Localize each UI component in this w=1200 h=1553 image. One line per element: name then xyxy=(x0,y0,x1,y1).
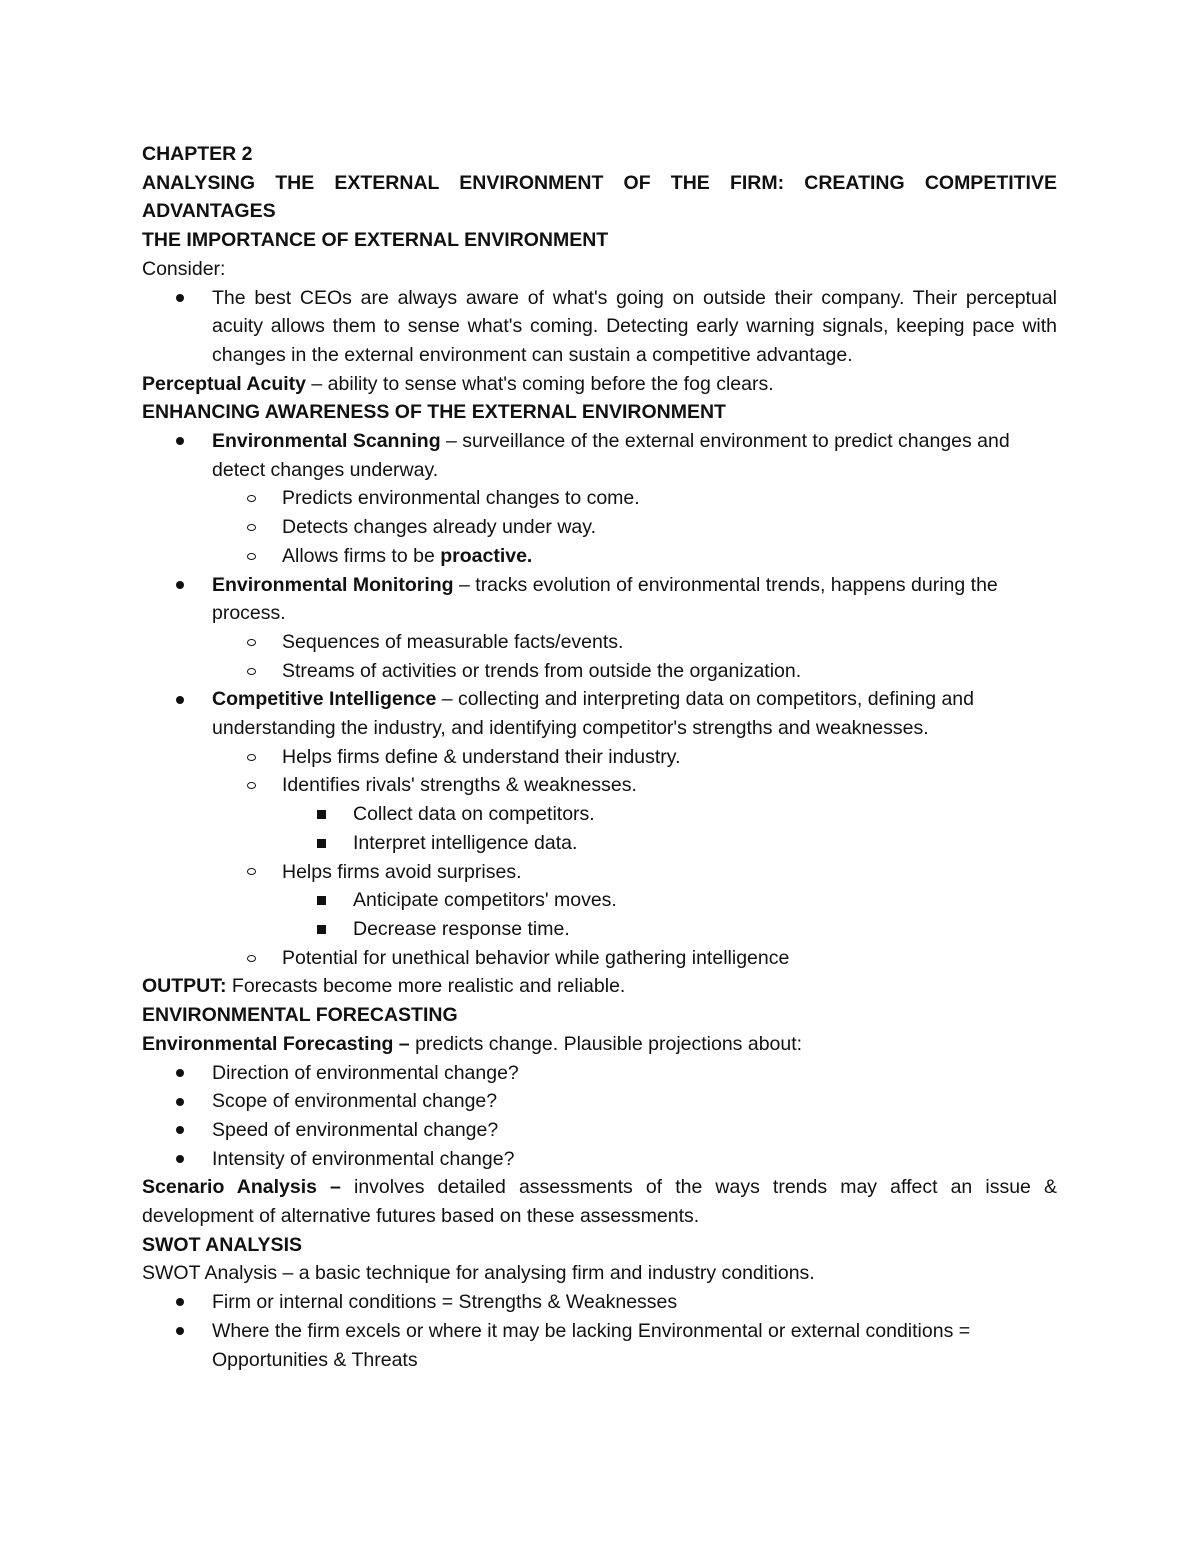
list-item xyxy=(142,1317,1057,1374)
bullet-circle-icon xyxy=(247,484,256,513)
term: Environmental Scanning xyxy=(212,430,441,453)
definition-environmental-forecasting xyxy=(142,1030,1057,1059)
bullet-square-icon xyxy=(317,886,326,915)
list-item xyxy=(142,743,1057,772)
list-item xyxy=(142,886,1057,915)
bullet-dot-icon xyxy=(176,571,184,600)
section-heading-importance: THE IMPORTANCE OF EXTERNAL ENVIRONMENT xyxy=(142,229,609,252)
list-item-text: Where the firm excels or where it may be lacking Environmental or external conditions = Opportunities & Threats xyxy=(212,1319,971,1371)
list-item-text: Predicts environmental changes to come. xyxy=(282,487,640,510)
bullet-dot-icon xyxy=(176,284,184,313)
list-item xyxy=(142,944,1057,973)
list-item xyxy=(142,1116,1057,1145)
intro-text: Consider: xyxy=(142,257,226,280)
term: Environmental Monitoring xyxy=(212,573,454,596)
list-item xyxy=(142,513,1057,542)
bullet-circle-icon xyxy=(247,858,256,887)
term: OUTPUT: xyxy=(142,975,227,998)
bullet-dot-icon xyxy=(176,685,184,714)
list-item xyxy=(142,829,1057,858)
bullet-circle-icon xyxy=(247,771,256,800)
list-item xyxy=(142,484,1057,513)
list-item xyxy=(142,657,1057,686)
list-item-text: Collect data on competitors. xyxy=(353,803,595,826)
definition-text: involves detailed assessments of the ways trends may affect an issue & development of alternative futures based on these assessments. xyxy=(142,1176,1058,1228)
bullet-dot-icon xyxy=(176,1317,184,1346)
definition-text: – collecting and interpreting data on competitors, defining and understanding the industry, and identifying competitor's strengths and weaknesses. xyxy=(212,688,974,740)
list-item-text: Detects changes already under way. xyxy=(282,516,596,539)
definition-text: – tracks evolution of environmental trends, happens during the process. xyxy=(212,573,998,625)
list-item xyxy=(142,771,1057,800)
section-heading-forecasting: ENVIRONMENTAL FORECASTING xyxy=(142,1004,458,1027)
list-item-text: Anticipate competitors' moves. xyxy=(353,889,617,912)
definition-text: Forecasts become more realistic and reliable. xyxy=(226,975,626,998)
list-item xyxy=(142,542,1057,571)
output-statement xyxy=(142,972,1057,1001)
bullet-circle-icon xyxy=(247,657,256,686)
definition-perceptual-acuity xyxy=(142,370,1057,399)
term: Competitive Intelligence xyxy=(212,688,437,711)
list-item xyxy=(142,628,1057,657)
bullet-square-icon xyxy=(317,800,326,829)
bullet-dot-icon xyxy=(176,1145,184,1174)
list-item xyxy=(142,284,1057,370)
term: Perceptual Acuity xyxy=(142,372,306,395)
bullet-dot-icon xyxy=(176,1288,184,1317)
list-item-text: Direction of environmental change? xyxy=(212,1061,519,1084)
list-item-text: Allows firms to be xyxy=(282,544,441,567)
list-item xyxy=(142,1087,1057,1116)
list-item xyxy=(142,1145,1057,1174)
definition-swot: SWOT Analysis – a basic technique for analysing firm and industry conditions. xyxy=(142,1262,815,1285)
list-item xyxy=(142,685,1057,742)
list-item xyxy=(142,915,1057,944)
bullet-dot-icon xyxy=(176,1087,184,1116)
section-heading-swot: SWOT ANALYSIS xyxy=(142,1233,302,1256)
section-heading-awareness: ENHANCING AWARENESS OF THE EXTERNAL ENVIRONMENT xyxy=(142,401,726,424)
list-item-text: Speed of environmental change? xyxy=(212,1118,499,1141)
definition-text: predicts change. Plausible projections about: xyxy=(409,1032,803,1055)
list-item xyxy=(142,571,1057,628)
bullet-circle-icon xyxy=(247,743,256,772)
document-page xyxy=(142,140,1057,1374)
list-item-text: The best CEOs are always aware of what's going on outside their company. Their perceptual acuity allows them to sense what's coming. Detecting early warning signals, keeping pace with changes in the external environment can sustain a competitive advantage. xyxy=(212,286,1057,366)
list-item-text: Sequences of measurable facts/events. xyxy=(282,630,624,653)
term: Scenario Analysis – xyxy=(142,1176,341,1199)
list-item-text: Potential for unethical behavior while gathering intelligence xyxy=(282,946,790,969)
list-item-text: Helps firms avoid surprises. xyxy=(282,860,522,883)
list-item-text: Intensity of environmental change? xyxy=(212,1147,515,1170)
bullet-circle-icon xyxy=(247,944,256,973)
list-item-text: Decrease response time. xyxy=(353,917,570,940)
definition-scenario-analysis xyxy=(142,1173,1057,1230)
definition-text: – surveillance of the external environment to predict changes and detect changes underway. xyxy=(212,430,1010,481)
list-item-text: Interpret intelligence data. xyxy=(353,831,578,854)
bullet-square-icon xyxy=(317,829,326,858)
list-item xyxy=(142,858,1057,887)
bullet-square-icon xyxy=(317,915,326,944)
list-item-text: Streams of activities or trends from outside the organization. xyxy=(282,659,802,682)
bullet-circle-icon xyxy=(247,513,256,542)
term: Environmental Forecasting – xyxy=(142,1032,410,1055)
bullet-circle-icon xyxy=(247,628,256,657)
bullet-dot-icon xyxy=(176,427,184,456)
chapter-title: ANALYSING THE EXTERNAL ENVIRONMENT OF THE FIRM: CREATING COMPETITIVE ADVANTAGES xyxy=(142,171,1057,223)
definition-text: – ability to sense what's coming before the fog clears. xyxy=(306,372,774,395)
list-item-text: Scope of environmental change? xyxy=(212,1090,498,1113)
bullet-dot-icon xyxy=(176,1059,184,1088)
list-item xyxy=(142,800,1057,829)
list-item xyxy=(142,1288,1057,1317)
list-item-text: Firm or internal conditions = Strengths & Weaknesses xyxy=(212,1291,678,1314)
list-item-text: Helps firms define & understand their industry. xyxy=(282,745,681,768)
list-item-text: Identifies rivals' strengths & weaknesses. xyxy=(282,774,637,797)
list-item xyxy=(142,427,1057,484)
emphasis-text: proactive. xyxy=(440,544,533,567)
list-item xyxy=(142,1059,1057,1088)
bullet-dot-icon xyxy=(176,1116,184,1145)
bullet-circle-icon xyxy=(247,542,256,571)
chapter-label: CHAPTER 2 xyxy=(142,143,253,165)
